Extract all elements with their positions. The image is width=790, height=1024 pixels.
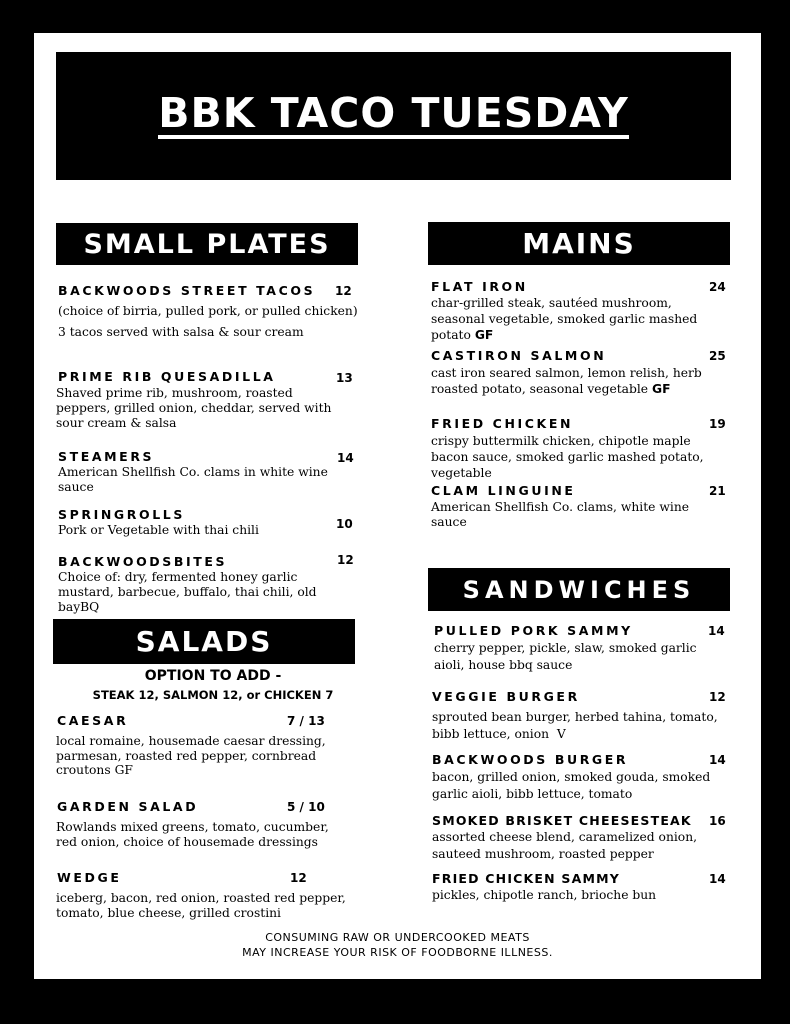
item-description: American Shellfish Co. clams, white wine sauce xyxy=(431,500,690,529)
gluten-free-tag: GF xyxy=(474,328,494,342)
salads-option-details: STEAK 12, SALMON 12, or CHICKEN 7 xyxy=(92,688,334,702)
item-name: SMOKED BRISKET CHEESESTEAK xyxy=(432,813,692,828)
section-header-mains xyxy=(428,222,730,265)
item-description xyxy=(431,365,726,397)
item-price: 21 xyxy=(709,484,726,498)
item-name: FRIED CHICKEN xyxy=(431,416,574,431)
item-name: PRIME RIB QUESADILLA xyxy=(58,369,276,384)
item-name: GARDEN SALAD xyxy=(57,799,199,814)
item-price: 14 xyxy=(709,872,726,886)
item-price: 12 xyxy=(290,871,307,885)
item-description xyxy=(432,709,730,743)
item-description: Rowlands mixed greens, tomato, cucumber, red onion, choice of housemade dressings xyxy=(56,820,329,849)
item-price: 24 xyxy=(709,280,726,294)
item-price: 14 xyxy=(337,451,354,465)
item-price: 5 / 10 xyxy=(287,800,325,814)
item-description: Choice of: dry, fermented honey garlic mustard, barbecue, buffalo, thai chili, old bayBQ xyxy=(58,570,317,614)
item-name: VEGGIE BURGER xyxy=(432,689,580,704)
item-description-text: sprouted bean burger, herbed tahina, tomato, bibb lettuce, onion xyxy=(432,710,718,741)
item-description: American Shellfish Co. clams in white wine sauce xyxy=(58,465,328,494)
item-description xyxy=(431,295,721,343)
section-title: SANDWICHES xyxy=(462,575,696,604)
item-price: 7 / 13 xyxy=(287,714,325,728)
item-price: 10 xyxy=(336,517,353,531)
item-price: 25 xyxy=(709,349,726,363)
menu-title: BBK TACO TUESDAY xyxy=(158,89,629,137)
item-name: BACKWOODS BURGER xyxy=(432,752,629,767)
section-title: SMALL PLATES xyxy=(83,228,331,260)
item-name: SPRINGROLLS xyxy=(58,507,185,522)
item-description: (choice of birria, pulled pork, or pulled chicken) xyxy=(58,304,358,318)
item-description-text: cast iron seared salmon, lemon relish, herb roasted potato, seasonal vegetable xyxy=(431,366,702,396)
item-name: STEAMERS xyxy=(58,449,155,464)
item-name: FRIED CHICKEN SAMMY xyxy=(432,871,620,886)
item-name: CASTIRON SALMON xyxy=(431,348,607,363)
item-name: PULLED PORK SAMMY xyxy=(434,623,633,638)
section-title: SALADS xyxy=(135,625,273,658)
item-description: pickles, chipotle ranch, brioche bun xyxy=(432,888,657,902)
section-header-salads xyxy=(53,619,355,664)
item-name: CLAM LINGUINE xyxy=(431,483,576,498)
item-name: FLAT IRON xyxy=(431,279,528,294)
item-description: crispy buttermilk chicken, chipotle maple bacon sauce, smoked garlic mashed potato, vegetable xyxy=(431,434,704,480)
item-description: cherry pepper, pickle, slaw, smoked garlic aioli, house bbq sauce xyxy=(434,641,697,672)
item-price: 12 xyxy=(709,690,726,704)
item-description: iceberg, bacon, red onion, roasted red pepper, tomato, blue cheese, grilled crostini xyxy=(56,891,346,920)
item-name: CAESAR xyxy=(57,713,129,728)
health-warning: MAY INCREASE YOUR RISK OF FOODBORNE ILLNESS. xyxy=(242,946,553,959)
salads-option-heading: OPTION TO ADD - xyxy=(144,668,282,684)
item-name: WEDGE xyxy=(57,870,122,885)
item-price: 19 xyxy=(709,417,726,431)
section-header-sandwiches xyxy=(428,568,730,611)
item-price: 12 xyxy=(335,284,352,298)
item-description: bacon, grilled onion, smoked gouda, smoked garlic aioli, bibb lettuce, tomato xyxy=(432,770,711,801)
item-description: Pork or Vegetable with thai chili xyxy=(58,523,259,537)
item-price: 12 xyxy=(337,553,354,567)
item-description: Shaved prime rib, mushroom, roasted peppers, grilled onion, cheddar, served with sour cream & salsa xyxy=(56,386,332,430)
item-description: assorted cheese blend, caramelized onion, sauteed mushroom, roasted pepper xyxy=(432,830,698,861)
section-title: MAINS xyxy=(522,227,636,260)
health-warning: CONSUMING RAW OR UNDERCOOKED MEATS xyxy=(265,931,530,944)
item-description: 3 tacos served with salsa & sour cream xyxy=(58,325,304,339)
item-name: BACKWOODSBITES xyxy=(58,554,228,569)
item-price: 14 xyxy=(709,753,726,767)
item-name: BACKWOODS STREET TACOS xyxy=(58,283,316,298)
item-price: 14 xyxy=(708,624,725,638)
item-description: local romaine, housemade caesar dressing, parmesan, roasted red pepper, cornbread croutons GF xyxy=(56,734,326,777)
item-description-text: char-grilled steak, sautéed mushroom, seasonal vegetable, smoked garlic mashed potato xyxy=(431,296,698,342)
item-price: 16 xyxy=(709,814,726,828)
title-banner xyxy=(56,52,731,180)
vegetarian-tag: V xyxy=(556,727,566,741)
section-header-small-plates xyxy=(56,223,358,265)
gluten-free-tag: GF xyxy=(652,382,671,396)
item-price: 13 xyxy=(336,371,353,385)
